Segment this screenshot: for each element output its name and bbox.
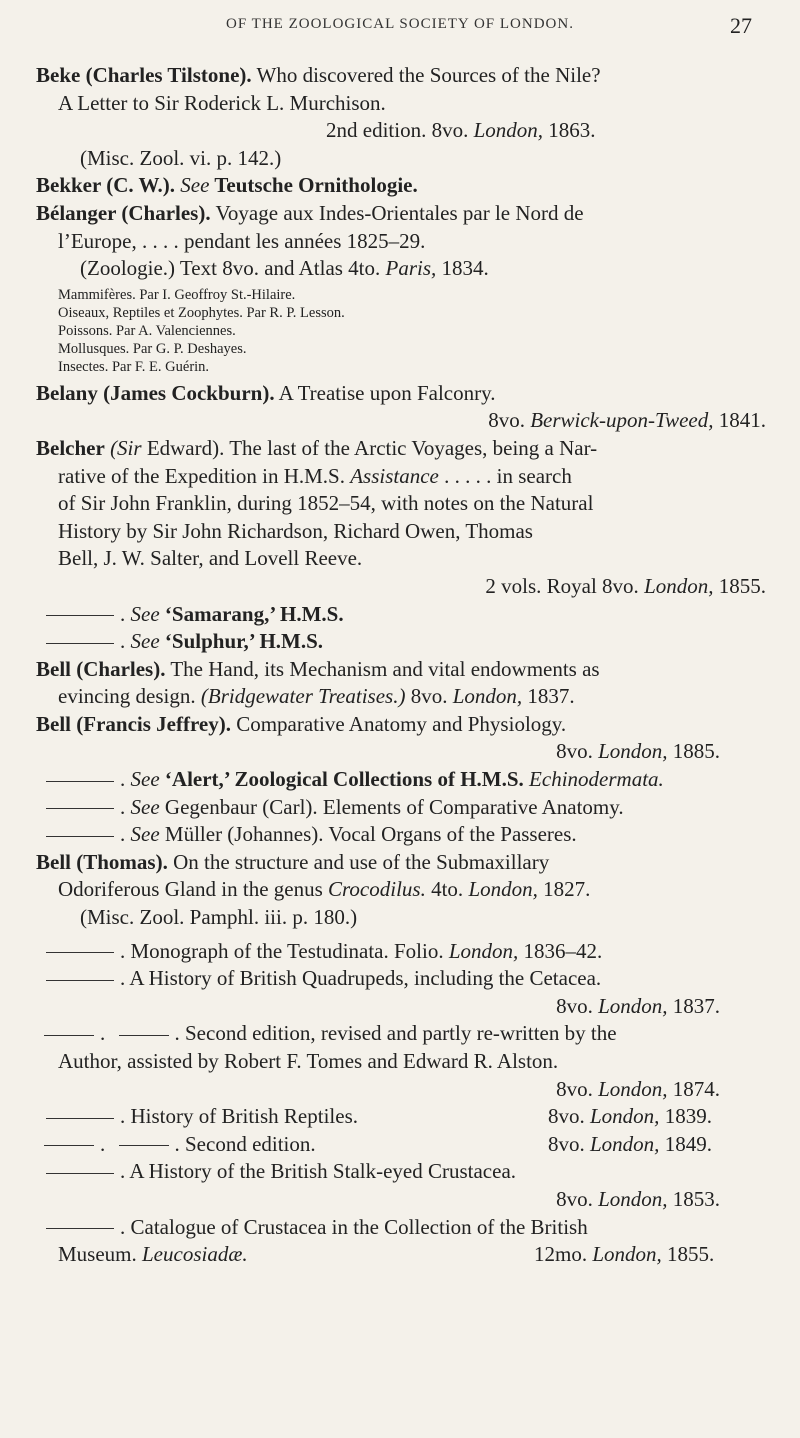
see-reference: See (130, 629, 160, 654)
entry-text: The Hand, its Mechanism and vital endowments as (165, 656, 600, 681)
entry-bell-francis: Bell (Francis Jeffrey). Comparative Anatomy and Physiology. 8vo. London, 1885. . See ‘Alert,’ Zoological Collections of H.M.S. Echinodermata. . See Gegenbaur (Carl). Elements of Comparative Anatomy. . See Müller (Johannes). Vocal Organs of the Passeres. (36, 711, 720, 847)
entry-text: Author, assisted by Robert F. Tomes and Edward R. Alston. (58, 1049, 559, 1073)
place: London, (590, 1104, 660, 1129)
section-name: Leucosiadæ. (142, 1242, 248, 1267)
see-reference: See (130, 767, 160, 792)
place: London, (598, 993, 668, 1018)
year: 1839. (659, 1104, 712, 1129)
ditto-rule (46, 1173, 114, 1174)
entry-text: 8vo. (556, 993, 599, 1018)
year: 1836–42. (518, 938, 603, 963)
place: London, (452, 684, 523, 709)
place: Paris, (385, 256, 437, 281)
contents-item: Poissons. Par A. Valenciennes. (58, 322, 236, 339)
catalogue-entries (36, 62, 770, 1269)
ditto-rule (46, 952, 114, 953)
entry-text: (Misc. Zool. vi. p. 142.) (80, 145, 282, 170)
year: 1837. (522, 684, 575, 709)
entry-text: 8vo. (556, 739, 599, 764)
cross-reference: ‘Alert,’ Zoological Collections of H.M.S. (159, 767, 530, 792)
ditto-rule (46, 781, 114, 782)
place: London, (592, 1242, 662, 1267)
year: 1827. (537, 877, 591, 902)
running-head (0, 13, 800, 46)
year: 1855. (661, 1242, 715, 1267)
ditto-rule (44, 1035, 94, 1036)
entry-text: Catalogue of Crustacea in the Collection of the British (130, 1214, 588, 1239)
entry-text: rative of the Expedition in H.M.S. (58, 463, 351, 488)
entry-text: (Misc. Zool. Pamphl. iii. p. 180.) (80, 905, 358, 930)
place: London, (598, 739, 668, 764)
entry-text: l’Europe, . . . . pendant les années 1825–29. (58, 228, 426, 253)
entry-heading: Bell (Thomas). (36, 849, 168, 874)
place: London, (473, 118, 544, 143)
entry-heading: Belcher (36, 435, 105, 460)
cross-reference-section: Echinodermata. (529, 767, 664, 792)
entry-text: Bell, J. W. Salter, and Lovell Reeve. (58, 546, 363, 571)
entry-text: 4to. (425, 877, 469, 902)
entry-heading: Bekker (C. W.). (36, 173, 176, 198)
entry-text: Monograph of the Testudinata. Folio. (130, 938, 449, 963)
entry-bell-thomas: Bell (Thomas). On the structure and use of the Submaxillary Odoriferous Gland in the genus Crocodilus. 4to. London, 1827. (Misc. Zool. Pamphl. iii. p. 180.) . Monograph of the Testudinata. Folio. London, 1836–42. . A History of British Quadrupeds, including the Cetacea. 8vo. London, 1837. . . Second edition, revised and partly re-written by the Author, assisted by Robert F. Tomes and Edward R. Alston. 8vo. London, 1874. . History of British Reptiles. 8vo. London, 1839. . . Second edition. 8vo. London, 1849. . A History of the British Stalk-eyed Crustacea. 8vo. London, 1853. . Catalogue of Crustacea in the Collection of the British Museum. Leucosiadæ. 12mo. London, 1855. (36, 849, 770, 1269)
place: London, (644, 573, 714, 598)
entry-belcher: Belcher (Sir Edward). The last of the Arctic Voyages, being a Nar- rative of the Expedition in H.M.S. Assistance . . . . . in search of Sir John Franklin, during 1852–54, with notes on the Natural History by Sir John Richardson, Richard Owen, Thomas Bell, J. W. Salter, and Lovell Reeve. 2 vols. Royal 8vo. London, 1855. . See ‘Samarang,’ H.M.S. . See ‘Sulphur,’ H.M.S. (36, 435, 770, 656)
entry-text: Voyage aux Indes-Orientales par le Nord de (210, 200, 584, 225)
entry-text: On the structure and use of the Submaxillary (167, 849, 550, 874)
year: 1853. (667, 1186, 720, 1211)
entry-text: A Letter to Sir Roderick L. Murchison. (58, 90, 386, 115)
series-name: (Bridgewater Treatises.) (200, 684, 406, 709)
entry-heading: Beke (Charles Tilstone). (36, 63, 252, 87)
year: 1863. (543, 118, 596, 143)
entry-text: 8vo. (405, 684, 453, 709)
place: London, (590, 1131, 660, 1156)
entry-heading: Bell (Charles). (36, 656, 166, 681)
entry-text: 8vo. (556, 1186, 599, 1211)
ditto-rule (46, 615, 114, 616)
cross-reference: Müller (Johannes). Vocal Organs of the Passeres. (159, 822, 577, 847)
entry-text: 8vo. (548, 1104, 590, 1129)
cross-reference: ‘Sulphur,’ H.M.S. (159, 629, 324, 654)
year: 1841. (713, 408, 766, 433)
entry-belany (36, 380, 770, 435)
entry-text: (Sir (104, 435, 142, 460)
entry-text: A History of the British Stalk-eyed Crustacea. (129, 1159, 517, 1184)
entry-text: Second edition, revised and partly re-written by the (185, 1021, 617, 1046)
place: London, (598, 1186, 668, 1211)
entry-text: Second edition. (185, 1131, 316, 1156)
ditto-rule (119, 1035, 169, 1036)
year: 1834. (436, 256, 489, 281)
place: London, (468, 877, 538, 902)
see-reference: See (130, 822, 160, 847)
entry-text: 8vo. (556, 1076, 599, 1101)
ditto-rule (46, 643, 114, 644)
year: 1885. (667, 739, 720, 764)
place: London, (598, 1076, 668, 1101)
entry-heading: Bell (Francis Jeffrey). (36, 711, 231, 736)
cross-reference: Teutsche Ornithologie. (209, 173, 418, 198)
ditto-rule (44, 1145, 94, 1146)
entry-text: A History of British Quadrupeds, including the Cetacea. (129, 966, 602, 991)
entry-text: 8vo. (548, 1131, 590, 1156)
see-reference: See (130, 794, 160, 819)
year: 1855. (713, 573, 766, 598)
entry-beke (36, 62, 770, 172)
year: 1874. (667, 1076, 720, 1101)
ditto-rule (46, 836, 114, 837)
cross-reference: Gegenbaur (Carl). Elements of Comparative Anatomy. (159, 794, 624, 819)
entry-bell-charles (36, 656, 770, 711)
entry-text: Who discovered the Sources of the Nile? (251, 63, 601, 87)
entry-text: Odoriferous Gland in the genus (58, 877, 329, 902)
ship-name: Assistance (350, 463, 439, 488)
ditto-rule (46, 808, 114, 809)
entry-heading: Bélanger (Charles). (36, 200, 211, 225)
contents-list (36, 286, 770, 376)
see-reference: See (180, 173, 210, 198)
ditto-rule (46, 1118, 114, 1119)
entry-text: of Sir John Franklin, during 1852–54, with notes on the Natural (58, 491, 594, 516)
running-head-title: OF THE ZOOLOGICAL SOCIETY OF LONDON. (226, 16, 574, 32)
entry-text: Edward). The last of the Arctic Voyages, being a Nar- (141, 435, 598, 460)
cross-reference: ‘Samarang,’ H.M.S. (159, 601, 344, 626)
entry-heading: Belany (James Cockburn). (36, 380, 275, 405)
entry-text: History of British Reptiles. (130, 1104, 358, 1129)
year: 1849. (659, 1131, 712, 1156)
year: 1837. (667, 993, 720, 1018)
entry-belanger (36, 200, 770, 376)
place: Berwick-upon-Tweed, (530, 408, 714, 433)
entry-text: 8vo. (488, 408, 531, 433)
genus-name: Crocodilus. (328, 877, 426, 902)
entry-text: Comparative Anatomy and Physiology. (230, 711, 567, 736)
page-number: 27 (730, 13, 752, 38)
entry-text: A Treatise upon Falconry. (274, 380, 496, 405)
entry-text: 2nd edition. 8vo. (326, 118, 474, 143)
contents-item: Oiseaux, Reptiles et Zoophytes. Par R. P. Lesson. (58, 304, 345, 321)
entry-text: History by Sir John Richardson, Richard Owen, Thomas (58, 518, 533, 543)
entry-text: (Zoologie.) Text 8vo. and Atlas 4to. (80, 256, 386, 281)
ditto-rule (46, 1228, 114, 1229)
see-reference: See (130, 601, 160, 626)
entry-text: Museum. (58, 1242, 142, 1267)
contents-item: Mammifères. Par I. Geoffroy St.-Hilaire. (58, 286, 296, 303)
entry-text: . . . . . in search (438, 463, 572, 488)
entry-text: 12mo. (534, 1242, 593, 1267)
contents-item: Insectes. Par F. E. Guérin. (58, 358, 210, 375)
entry-bekker (36, 172, 770, 200)
contents-item: Mollusques. Par G. P. Deshayes. (58, 340, 247, 357)
entry-text: evincing design. (58, 684, 201, 709)
entry-text: 2 vols. Royal 8vo. (485, 573, 645, 598)
ditto-rule (119, 1145, 169, 1146)
ditto-rule (46, 980, 114, 981)
place: London, (448, 938, 519, 963)
